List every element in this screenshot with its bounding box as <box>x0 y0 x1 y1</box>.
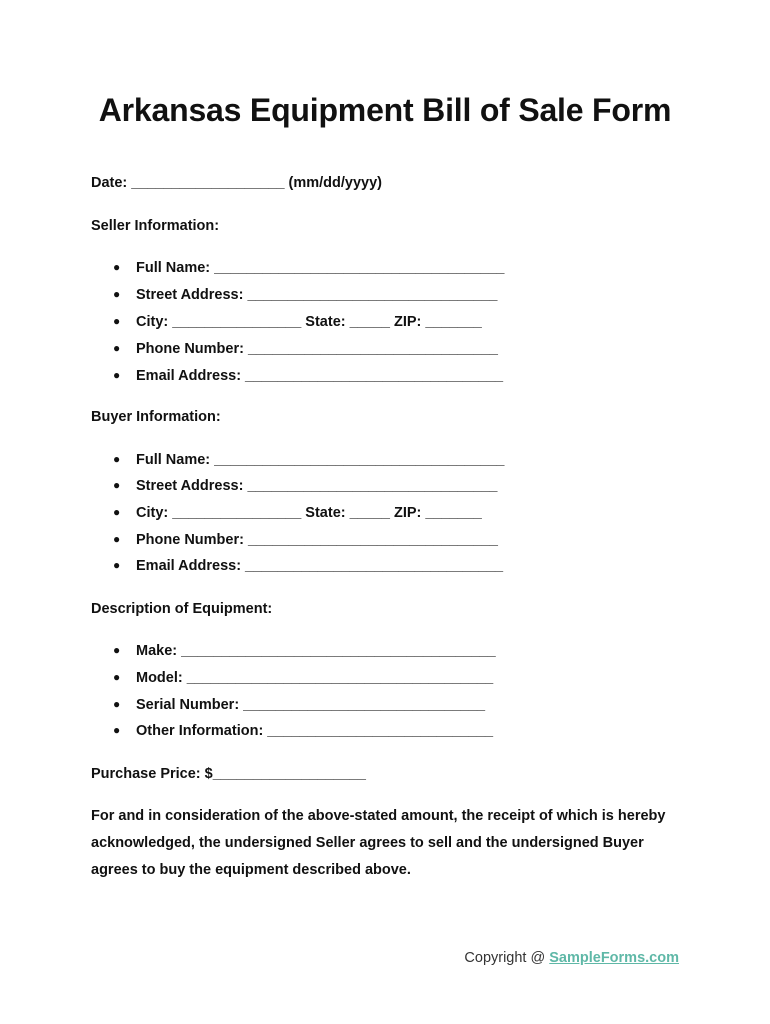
equipment-make-label: Make: _______________________________________ <box>136 643 496 659</box>
equipment-make-field <box>113 642 496 660</box>
bullet-icon: ● <box>113 260 121 274</box>
seller-full-name-field <box>113 259 504 277</box>
buyer-phone-field <box>113 531 498 549</box>
buyer-city-state-zip-label: City: ________________ State: _____ ZIP: _______ <box>136 505 482 521</box>
seller-phone-field <box>113 340 498 358</box>
seller-street-address-label: Street Address: _______________________________ <box>136 287 498 303</box>
seller-email-label: Email Address: ________________________________ <box>136 368 504 384</box>
equipment-serial-number-field <box>113 696 485 714</box>
seller-full-name-label: Full Name: ____________________________________ <box>136 260 505 276</box>
copyright-prefix: Copyright @ <box>464 950 550 966</box>
seller-heading: Seller Information: <box>91 218 220 234</box>
seller-street-address-field <box>113 286 497 304</box>
bullet-icon: ● <box>113 558 121 572</box>
bullet-icon: ● <box>113 532 121 546</box>
seller-phone-label: Phone Number: _______________________________ <box>136 341 498 357</box>
equipment-model-field <box>113 669 493 687</box>
equipment-serial-number-label: Serial Number: ______________________________ <box>136 697 486 713</box>
buyer-email-field <box>113 557 503 575</box>
brand-link[interactable]: SampleForms.com <box>549 950 679 966</box>
buyer-full-name-field <box>113 451 504 469</box>
bullet-icon: ● <box>113 452 121 466</box>
copyright-footer <box>464 950 679 966</box>
bullet-icon: ● <box>113 670 121 684</box>
consideration-paragraph: For and in consideration of the above-stated amount, the receipt of which is hereby acknowledged, the undersigned Seller agrees to sell and the undersigned Buyer agrees to buy the equipment described above. <box>91 808 666 878</box>
bullet-icon: ● <box>113 368 121 382</box>
bullet-icon: ● <box>113 287 121 301</box>
buyer-phone-label: Phone Number: _______________________________ <box>136 532 498 548</box>
buyer-heading: Buyer Information: <box>91 409 221 425</box>
bullet-icon: ● <box>113 341 121 355</box>
document-title: Arkansas Equipment Bill of Sale Form <box>98 92 672 128</box>
seller-email-field <box>113 367 503 385</box>
seller-city-state-zip-label: City: ________________ State: _____ ZIP: _______ <box>136 314 482 330</box>
equipment-heading: Description of Equipment: <box>91 601 273 617</box>
buyer-email-label: Email Address: ________________________________ <box>136 558 504 574</box>
purchase-price-field: Purchase Price: $___________________ <box>91 766 366 782</box>
equipment-model-label: Model: ______________________________________ <box>136 670 494 686</box>
buyer-street-address-label: Street Address: _______________________________ <box>136 478 498 494</box>
seller-city-state-zip-field <box>113 313 482 331</box>
bullet-icon: ● <box>113 723 121 737</box>
buyer-full-name-label: Full Name: ____________________________________ <box>136 452 505 468</box>
date-field: Date: ___________________ (mm/dd/yyyy) <box>91 175 383 191</box>
bullet-icon: ● <box>113 505 121 519</box>
bullet-icon: ● <box>113 314 121 328</box>
bullet-icon: ● <box>113 697 121 711</box>
equipment-other-info-field <box>113 722 493 740</box>
buyer-street-address-field <box>113 477 497 495</box>
buyer-city-state-zip-field <box>113 504 482 522</box>
bullet-icon: ● <box>113 478 121 492</box>
bullet-icon: ● <box>113 643 121 657</box>
equipment-other-info-label: Other Information: ____________________________ <box>136 723 494 739</box>
